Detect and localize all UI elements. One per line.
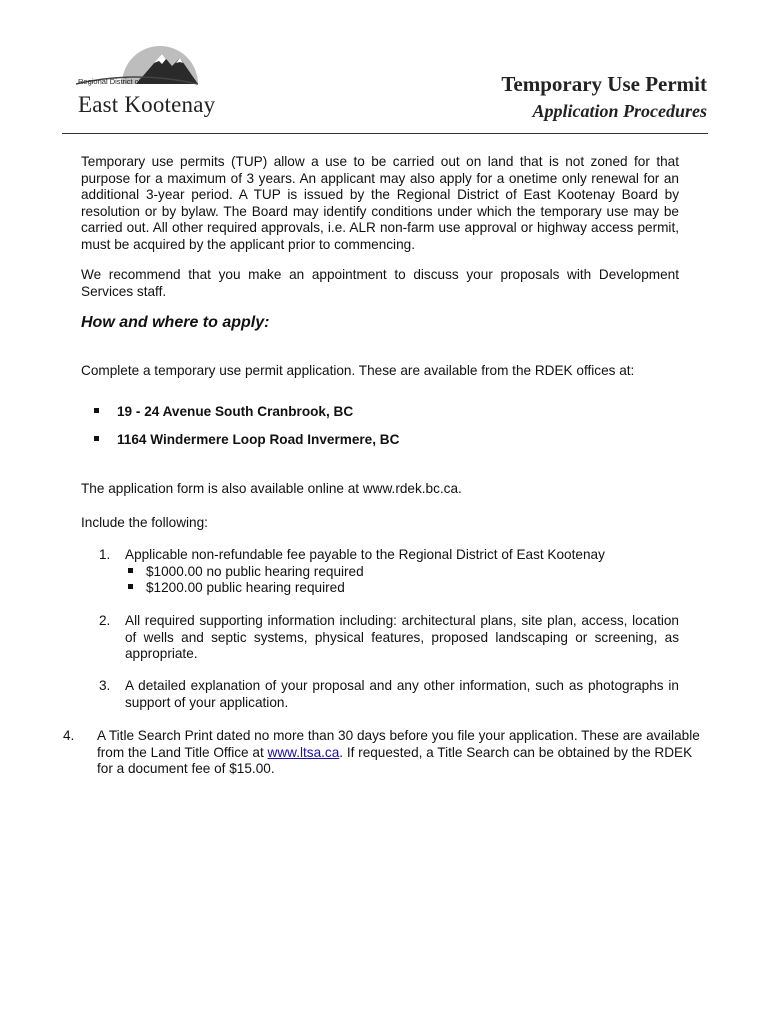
item-title-search: A Title Search Print dated no more than 30 days before you file your application. These are available from the Land Title Office at www.ltsa.ca. If requested, a Title Search can be obtained by the RDEK for a document fee of $15.00. [97,728,700,776]
appointment-paragraph: We recommend that you make an appointment to discuss your proposals with Development Services staff. [81,267,679,299]
intro-paragraph: Temporary use permits (TUP) allow a use to be carried out on land that is not zoned for that purpose for a maximum of 3 years. An applicant may also apply for a onetime only renewal for an additional 3-year period. A TUP is issued by the Regional District of East Kootenay Board by resolution or by bylaw. The Board may identify conditions under which the temporary use may be carried out. All other required approvals, i.e. ALR non-farm use approval or highway access permit, must be acquired by the applicant prior to commencing. [81,154,679,252]
page-title: Temporary Use Permit [501,72,707,96]
item-number: 4. [63,728,75,743]
item-number: 1. [99,547,111,562]
bullet-icon [128,568,133,573]
online-text: The application form is also available online at www.rdek.bc.ca. [81,481,462,496]
rdek-logo [76,44,216,124]
logo-small-text: Regional District of [78,77,141,86]
office-cranbrook: 19 - 24 Avenue South Cranbrook, BC [94,404,99,419]
fee-with-hearing: $1200.00 public hearing required [128,580,345,595]
bullet-icon [94,436,99,441]
item-supporting-info: All required supporting information including: architectural plans, site plan, access, location of wells and septic systems, physical features, proposed landscaping or screening, as appropriate. [125,613,679,661]
office-invermere: 1164 Windermere Loop Road Invermere, BC [94,432,99,447]
bullet-icon [128,584,133,589]
page-subtitle: Application Procedures [532,101,707,121]
item-number: 2. [99,613,111,628]
item-number: 3. [99,678,111,693]
include-text: Include the following: [81,515,208,530]
fee-no-hearing: $1000.00 no public hearing required [128,564,364,579]
ltsa-link[interactable]: www.ltsa.ca [267,744,340,760]
complete-application-text: Complete a temporary use permit application. These are available from the RDEK offices at: [81,363,635,378]
bullet-icon [94,408,99,413]
item-explanation: A detailed explanation of your proposal and any other information, such as photographs in support of your application. [125,678,679,710]
logo-big-text: East Kootenay [78,92,216,117]
mountain-icon [76,44,210,94]
section-heading: How and where to apply: [81,314,270,331]
header-divider [62,133,708,134]
item-fee: Applicable non-refundable fee payable to the Regional District of East Kootenay [125,547,605,562]
